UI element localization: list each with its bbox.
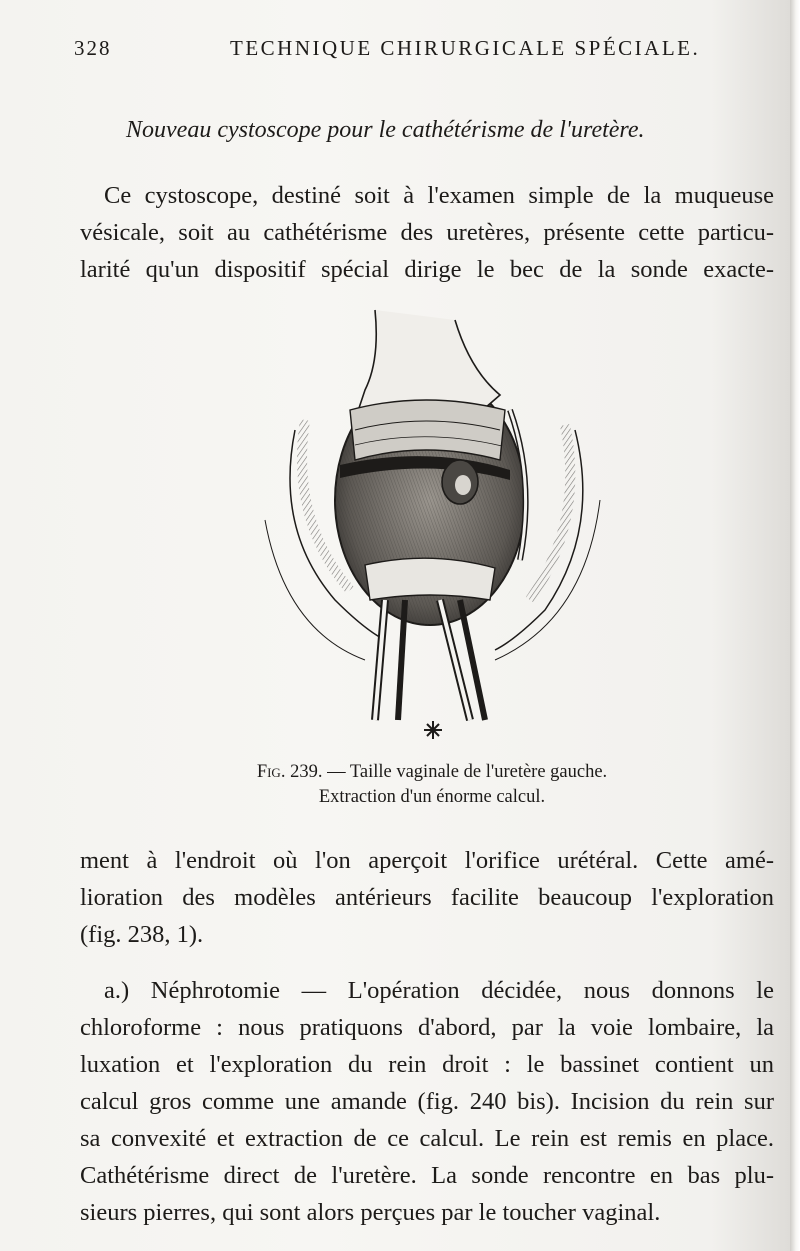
paragraph-nephrotomie [80, 972, 774, 1231]
text-line: Ce cystoscope, destiné soit à l'examen simple de la muqueuse [104, 182, 774, 209]
figure-caption [212, 760, 652, 810]
section-title: Nouveau cystoscope pour le cathétérisme de l'uretère. [126, 117, 645, 143]
caption-line-2: Extraction d'un énorme calcul. [318, 787, 546, 807]
text-line: Cathétérisme direct de l'uretère. La sonde rencontre en bas plu- [80, 1162, 774, 1189]
caption-text-1: — Taille vaginale de l'uretère gauche. [327, 762, 608, 782]
text-line: calcul gros comme une amande (fig. 240 bis). Incision du rein sur [80, 1088, 774, 1115]
text-line: lioration des modèles antérieurs facilite beaucoup l'exploration [80, 884, 774, 911]
surgical-illustration [255, 300, 615, 760]
page-header [74, 36, 764, 66]
text-line: sa convexité et extraction de ce calcul. Le rein est remis en place. [80, 1125, 774, 1152]
text-line: chloroforme : nous pratiquons d'abord, par la voie lombaire, la [80, 1014, 774, 1041]
text-line: luxation et l'exploration du rein droit : le bassinet contient un [80, 1051, 774, 1078]
text-line: vésicale, soit au cathétérisme des uretères, présente cette particu- [80, 219, 774, 246]
text-line: sieurs pierres, qui sont alors perçues par le toucher vaginal. [80, 1199, 661, 1226]
page-edge [790, 0, 800, 1251]
illustration-svg [255, 300, 615, 760]
paragraph-continuation [80, 842, 774, 953]
text-line: ment à l'endroit où l'on aperçoit l'orifice urétéral. Cette amé- [80, 847, 774, 874]
text-line: larité qu'un dispositif spécial dirige le bec de la sonde exacte- [80, 256, 774, 283]
running-head: TECHNIQUE CHIRURGICALE SPÉCIALE. [230, 36, 701, 60]
caption-line-1 [212, 760, 652, 785]
figure-label: Fig. 239. [256, 762, 323, 782]
page-number: 328 [74, 36, 112, 60]
text-line: a.) Néphrotomie — L'opération décidée, nous donnons le [104, 977, 774, 1004]
paragraph-cystoscope [80, 177, 774, 288]
text-line: (fig. 238, 1). [80, 921, 204, 948]
